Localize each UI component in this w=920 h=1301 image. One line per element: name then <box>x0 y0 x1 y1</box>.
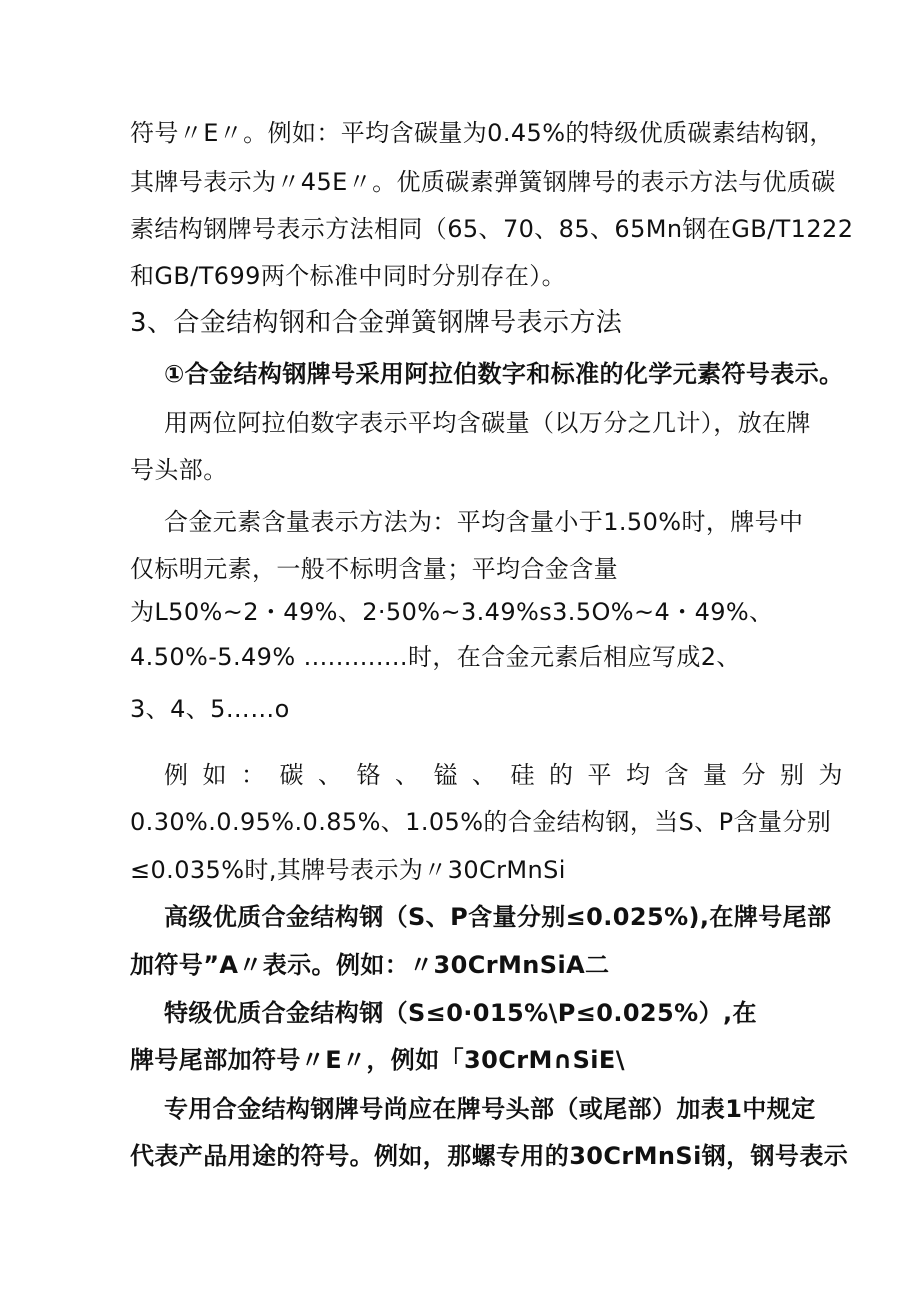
text-line: 符号〃E〃。例如：平均含碳量为0.45%的特级优质碳素结构钢， <box>130 119 834 147</box>
text-line: 为L50%~2・49%、2·50%~3.49%s3.5O%~4・49%、 <box>130 598 774 626</box>
text-line: 素结构钢牌号表示方法相同（65、70、85、65Mn钢在GB/T1222 <box>130 215 854 243</box>
text-line: 4.50%-5.49% .............时，在合金元素后相应写成2、 <box>130 643 741 671</box>
text-line: ≤0.035%时,其牌号表示为〃30CrMnSi <box>130 856 566 884</box>
text-line-bold: 代表产品用途的符号。例如，那螺专用的30CrMnSi钢，钢号表示 <box>130 1142 849 1170</box>
text-line: 0.30%.0.95%.0.85%、1.05%的合金结构钢，当S、P含量分别 <box>130 808 832 836</box>
text-line-bold: 专用合金结构钢牌号尚应在牌号头部（或尾部）加表1中规定 <box>164 1095 816 1123</box>
text-line: 例如：碳、铬、镒、硅的平均含量分别为 <box>164 761 857 789</box>
text-line-bold: 加符号”A〃表示。例如：〃30CrMnSiA二 <box>130 951 610 979</box>
subsection-heading: ①合金结构钢牌号采用阿拉伯数字和标准的化学元素符号表示。 <box>164 360 844 388</box>
section-heading: 3、合金结构钢和合金弹簧钢牌号表示方法 <box>130 308 623 338</box>
text-line-bold: 牌号尾部加符号〃E〃，例如「30CrM∩SiE\ <box>130 1046 625 1074</box>
text-line: 3、4、5……o <box>130 695 290 723</box>
text-line-bold: 特级优质合金结构钢（S≤0·015%\P≤0.025%）,在 <box>164 999 757 1027</box>
text-line: 和GB/T699两个标准中同时分别存在）。 <box>130 262 567 290</box>
text-line: 号头部。 <box>130 456 228 484</box>
text-line: 用两位阿拉伯数字表示平均含碳量（以万分之几计），放在牌 <box>164 409 811 437</box>
text-line: 仅标明元素，一般不标明含量；平均合金含量 <box>130 555 618 583</box>
text-line: 其牌号表示为〃45E〃。优质碳素弹簧钢牌号的表示方法与优质碳 <box>130 168 836 196</box>
text-line-bold: 高级优质合金结构钢（S、P含量分别≤0.025%),在牌号尾部 <box>164 903 832 931</box>
text-line: 合金元素含量表示方法为：平均含量小于1.50%时，牌号中 <box>164 508 804 536</box>
